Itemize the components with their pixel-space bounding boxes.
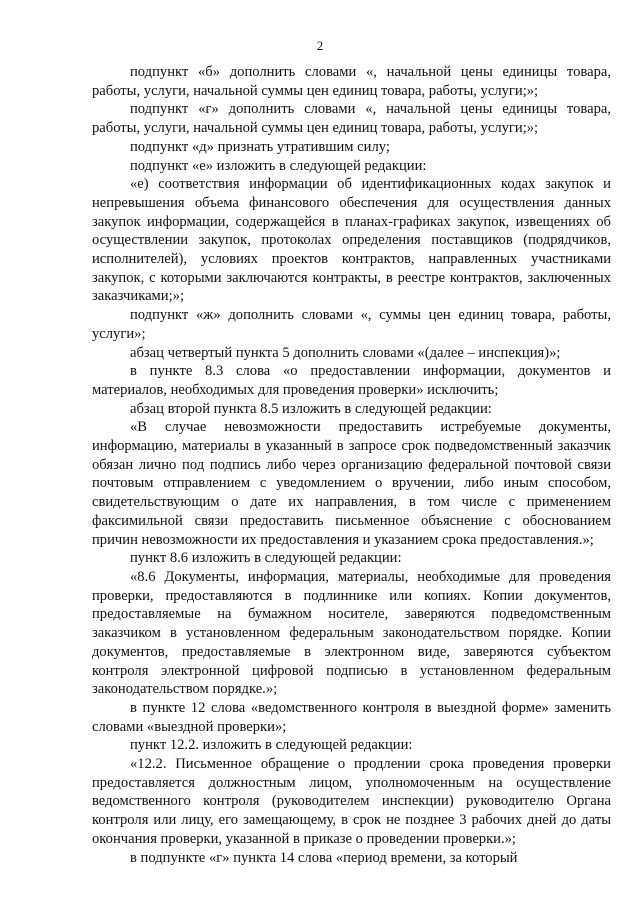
- paragraph: подпункт «г» дополнить словами «, начальной цены единицы товара, работы, услуги, начальной суммы цен единиц товара, работы, услуги;»;: [92, 101, 611, 137]
- paragraph: пункт 8.6 изложить в следующей редакции:: [130, 550, 402, 567]
- paragraph: абзац второй пункта 8.5 изложить в следующей редакции:: [130, 400, 492, 417]
- paragraph: в пункте 12 слова «ведомственного контроля в выездной форме» заменить словами «выездной проверки»;: [92, 699, 611, 735]
- paragraph: в пункте 8.3 слова «о предоставлении информации, документов и материалов, необходимых для проведения проверки» исключить;: [92, 363, 611, 398]
- page-number: 2: [316, 38, 324, 53]
- paragraph: пункт 12.2. изложить в следующей редакции:: [130, 737, 413, 754]
- paragraph: подпункт «д» признать утратившим силу;: [130, 138, 390, 155]
- paragraph: «12.2. Письменное обращение о продлении срока проведения проверки предоставляется должностным лицом, уполномоченным на осуществление ведомственного контроля (руководителем инспекции) руководителю Органа контроля или лицу, его замещающему, в срок не позднее 3 рабочих дней до даты окончания проверки, указанной в приказе о проведении проверки.»;: [92, 756, 611, 847]
- paragraph: «8.6 Документы, информация, материалы, необходимые для проведения проверки, предоставляются в подлиннике или копиях. Копии документов, предоставляемые на бумажном носителе, заверяются подведомственным заказчиком в установленном федеральным законодательством порядке. Копии документов, предоставляемые в электронном виде, заверяются субъектом контроля электронной цифровой подписью в установленном федеральным законодательством порядке.»;: [92, 568, 611, 698]
- paragraph: подпункт «ж» дополнить словами «, суммы цен единиц товара, работы, услуги»;: [92, 307, 611, 342]
- paragraph: подпункт «б» дополнить словами «, начальной цены единицы товара, работы, услуги, начальной суммы цен единиц товара, работы, услуги;»;: [92, 64, 611, 99]
- document-body: [92, 63, 611, 867]
- paragraph: «е) соответствия информации об идентификационных кодах закупок и непревышения объема финансового обеспечения для осуществления данных закупок информации, содержащейся в планах-графиках закупок, извещениях об осуществлении закупок, протоколах определения поставщиков (подрядчиков, исполнителей), условиях проектов контрактов, направленных участниками закупок, с которыми заключаются контракты, в реестре контрактов, заключенных заказчиками;»;: [92, 176, 611, 305]
- paragraph: подпункт «е» изложить в следующей редакции:: [130, 157, 427, 174]
- paragraph: «В случае невозможности предоставить истребуемые документы, информацию, материалы в указанный в запросе срок подведомственный заказчик обязан лично под подпись либо через организацию федеральной почтовой связи почтовым отправлением с уведомлением о вручении, либо иным способом, свидетельствующим о дате их направления, в том числе с применением факсимильной связи предоставить письменное объяснение с обоснованием причин невозможности их предоставления и указанием срока предоставления.»;: [92, 419, 611, 548]
- paragraph: в подпункте «г» пункта 14 слова «период времени, за который: [130, 849, 518, 866]
- paragraph: абзац четвертый пункта 5 дополнить словами «(далее – инспекция)»;: [130, 344, 561, 361]
